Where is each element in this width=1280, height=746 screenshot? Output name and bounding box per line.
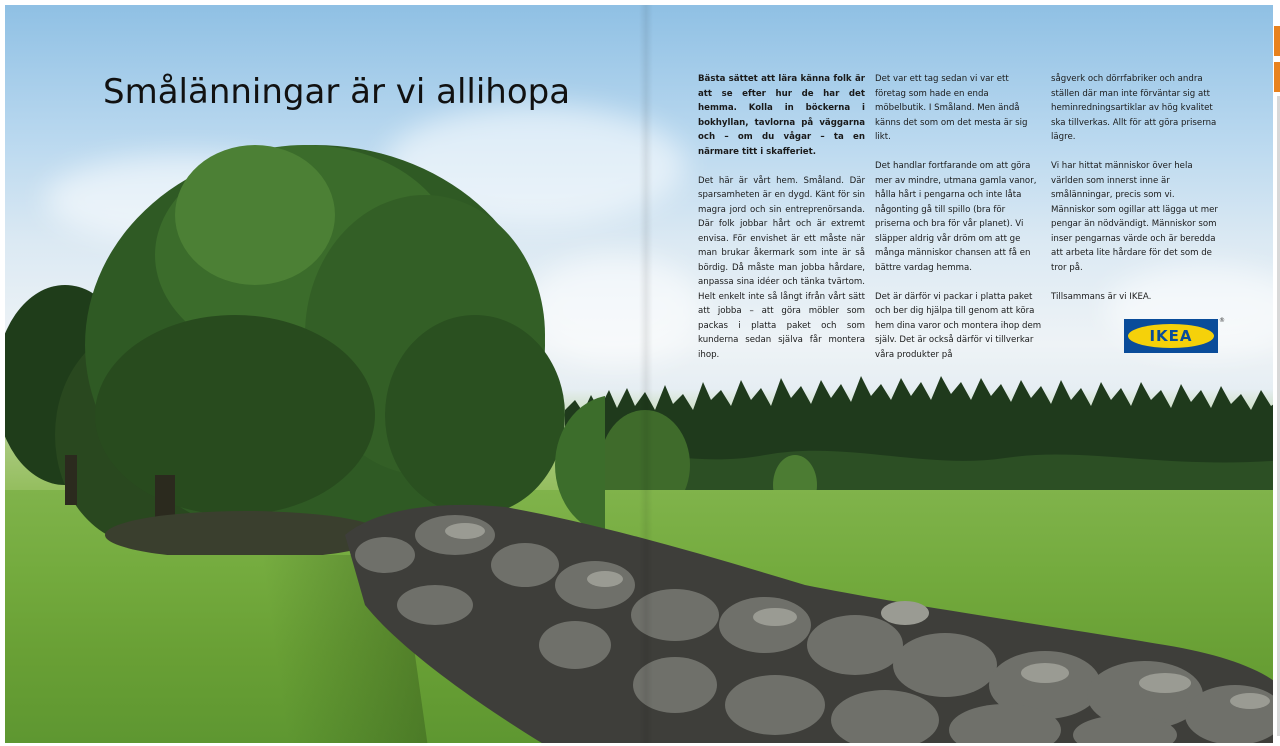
closing-line: Tillsammans är vi IKEA. xyxy=(1051,291,1152,302)
page-tab[interactable] xyxy=(1274,26,1280,56)
text-column-1 xyxy=(698,72,865,377)
body-paragraph: Det är därför vi packar i platta paket och ber dig hjälpa till genom att köra hem dina varor och montera ihop dem själv. Det är också därför vi tillverkar våra produkter på xyxy=(875,291,1042,360)
body-paragraph: sågverk och dörrfabriker och andra ställen där man inte förväntar sig att heminredningsartiklar av hög kvalitet ska tillverkas. Allt för att göra priserna lägre. xyxy=(1051,74,1217,142)
headline: Smålänningar är vi allihopa xyxy=(103,72,571,112)
page-gutter xyxy=(639,5,653,743)
registered-mark: ® xyxy=(1219,317,1225,324)
page-tab[interactable] xyxy=(1274,62,1280,92)
lead-paragraph: Bästa sättet att lära känna folk är att se efter hur de har det hemma. Kolla in böckerna i bokhyllan, tavlorna på väggarna och – om du vågar – ta en närmare titt i skafferiet. xyxy=(698,74,865,157)
body-paragraph: Det här är vårt hem. Småland. Där sparsamheten är en dygd. Känt för sin magra jord och sin entreprenörsanda. Där folk jobbar hårt och är extremt envisa. För envishet är ett måste när man brukar åkermark som inte är så bördig. Då måste man jobba hårdare, anpassa sina idéer och tänka tvärtom. Helt enkelt inte så långt ifrån vårt sätt att jobba – att göra möbler som packas i platta paket och som kunderna sedan själva får montera ihop. xyxy=(698,175,865,360)
oak-tree xyxy=(5,135,605,555)
stone-wall xyxy=(345,495,1273,743)
logo-text: IKEA xyxy=(1149,327,1193,345)
text-column-2 xyxy=(875,72,1042,377)
ikea-logo xyxy=(1124,319,1218,353)
text-column-3 xyxy=(1051,72,1218,319)
body-paragraph: Det handlar fortfarande om att göra mer av mindre, utmana gamla vanor, hålla hårt i pengarna och inte låta någonting gå till spillo (bra för priserna och bra för vår planet). Vi släpper aldrig vår dröm om att ge många människor chansen att få en bättre vardag hemma. xyxy=(875,161,1037,273)
body-paragraph: Vi har hittat människor över hela världen som innerst inne är smålänningar, precis som vi. Människor som ogillar att lägga ut mer pengar än nödvändigt. Människor som inser pengarnas värde och är beredda att arbeta lite hårdare för det som de tror på. xyxy=(1051,161,1218,273)
body-paragraph: Det var ett tag sedan vi var ett företag som hade en enda möbelbutik. I Småland. Men ändå känns det som om det mesta är sig likt. xyxy=(875,74,1028,142)
